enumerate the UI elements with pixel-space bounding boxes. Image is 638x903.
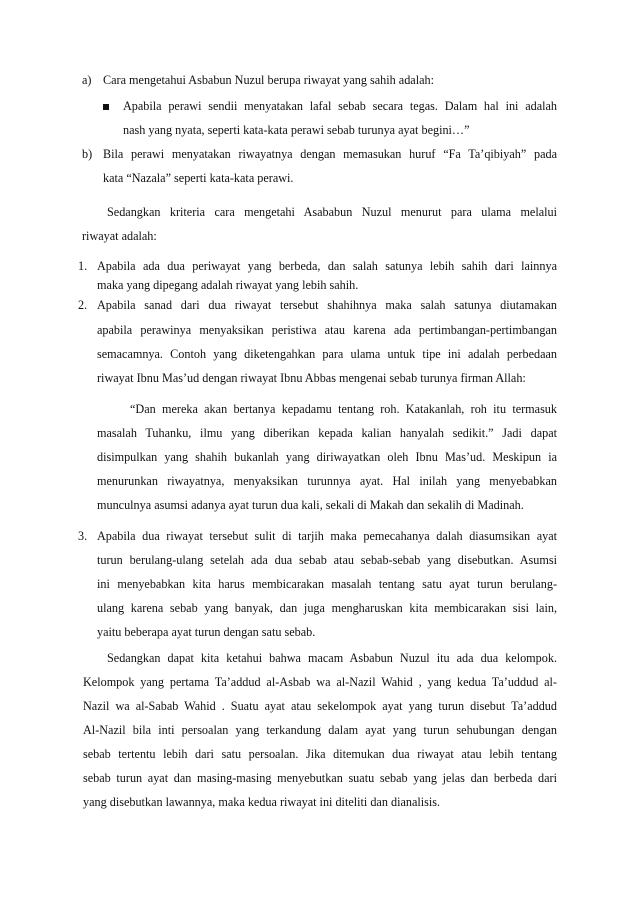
section-a-marker: a) [82, 73, 92, 87]
text-line: menurunkan riwayatnya, menyaksikan turunnya ayat. Hal inilah yang menyebabkan [97, 474, 557, 488]
text-line: munculnya asumsi adanya ayat turun dua kali, sekali di Makah dan sekalih di Madinah. [97, 498, 524, 512]
text-line: turun berulang-ulang setelah ada dua sebab atau sebab-sebab yang disebutkan. Asumsi [97, 553, 557, 567]
text-line: Kelompok yang pertama Ta’addud al-Asbab wa al-Nazil Wahid , yang kedua Ta’uddud al- [83, 675, 557, 689]
text-line: riwayat Ibnu Mas’ud dengan riwayat Ibnu Abbas mengenai sebab turunya firman Allah: [97, 371, 526, 385]
text-line: Cara mengetahui Asbabun Nuzul berupa riwayat yang sahih adalah: [103, 73, 434, 87]
text-line: Al-Nazil bila inti persoalan yang terkandung dalam ayat yang turun sehubungan dengan [83, 723, 557, 737]
text-line: Bila perawi menyatakan riwayatnya dengan memasukan huruf “Fa Ta’qibiyah” pada [103, 147, 557, 161]
text-line: Apabila sanad dari dua riwayat tersebut shahihnya maka salah satunya diutamakan [97, 298, 557, 312]
text-line: apabila perawinya menyaksikan peristiwa atau karena ada pertimbangan-pertimbangan [97, 323, 557, 337]
text-line: masalah Tuhanku, ilmu yang diberikan kepada kalian hanyalah sedikit.” Jadi dapat [97, 426, 557, 440]
text-line: Apabila perawi sendii menyatakan lafal sebab secara tegas. Dalam hal ini adalah [123, 99, 557, 113]
text-line: Sedangkan dapat kita ketahui bahwa macam Asbabun Nuzul itu ada dua kelompok. [107, 651, 557, 665]
text-line: “Dan mereka akan bertanya kepadamu tentang roh. Katakanlah, roh itu termasuk [130, 402, 557, 416]
list-number: 1. [78, 259, 88, 273]
bullet-icon [103, 104, 109, 110]
text-line: yang disebutkan lawannya, maka kedua riwayat ini diteliti dan dianalisis. [83, 795, 441, 809]
text-line: ulang karena sebab yang banyak, dan juga mengharuskan kita membicarakan sisi lain, [97, 601, 557, 615]
text-line: Sedangkan kriteria cara mengetahi Asababun Nuzul menurut para ulama melalui [107, 205, 557, 219]
text-line: semacamnya. Contoh yang diketengahkan para ulama untuk tipe ini adalah perbedaan [97, 347, 557, 361]
text-line: yaitu beberapa ayat turun dengan satu sebab. [97, 625, 316, 639]
text-line: Nazil wa al-Sabab Wahid . Suatu ayat atau sekelompok ayat yang turun disebut Ta’addud [83, 699, 557, 713]
text-line: disimpulkan yang shahih bukanlah yang diriwayatkan oleh Ibnu Mas’ud. Meskipun ia [97, 450, 557, 464]
text-line: nash yang nyata, seperti kata-kata perawi sebab turunya ayat begini…” [123, 123, 470, 137]
list-number: 3. [78, 529, 88, 543]
text-line: Apabila ada dua periwayat yang berbeda, dan salah satunya lebih sahih dari lainnya [97, 259, 557, 273]
text-line: maka yang dipegang adalah riwayat yang lebih sahih. [97, 278, 359, 292]
text-line: ini menyebabkan kita harus membicarakan masalah tentang satu ayat turun berulang- [97, 577, 557, 591]
section-b-marker: b) [82, 147, 93, 161]
list-number: 2. [78, 298, 88, 312]
text-line: kata “Nazala” seperti kata-kata perawi. [103, 171, 294, 185]
text-line: sebab turun ayat dan masing-masing menyebutkan suatu sebab yang jelas dan berbeda dari [83, 771, 557, 785]
text-line: riwayat adalah: [82, 229, 157, 243]
text-line: Apabila dua riwayat tersebut sulit di tarjih maka pemecahanya dalah diasumsikan ayat [97, 529, 557, 543]
text-line: sebab tertentu lebih dari satu persoalan. Jika ditemukan dua riwayat atau lebih tentang [83, 747, 557, 761]
